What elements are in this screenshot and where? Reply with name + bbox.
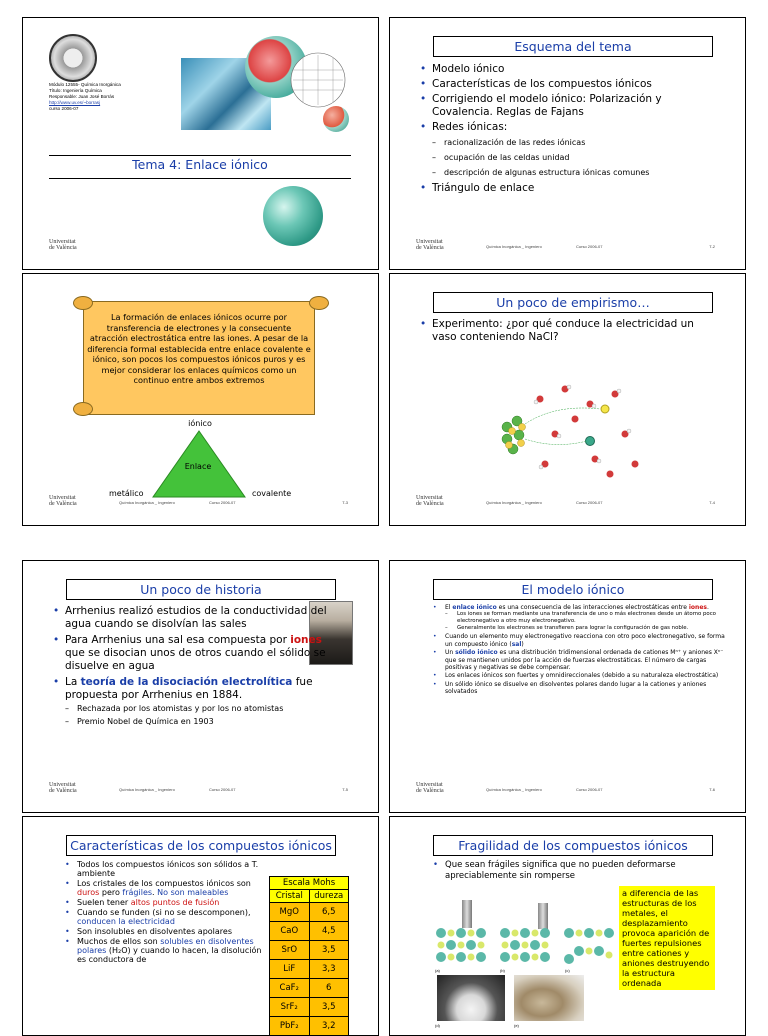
mohs-table-title: Escala Mohs: [270, 877, 349, 890]
footer-date: Curso 2006-07: [576, 244, 603, 249]
history-subitem: – Rechazada por los atomistas y por los no atomistas: [65, 704, 335, 715]
mohs-cell: MgO: [270, 903, 310, 922]
mohs-header-crystal: Cristal: [270, 890, 310, 903]
ionic-model-item: • Cuando un elemento muy electronegativo reacciona con otro poco electronegativo, se forma un compuesto iónico (sal): [433, 633, 733, 648]
degree-text: Título: Ingeniería Química: [49, 88, 102, 93]
ionic-model-list: [433, 604, 733, 696]
lattice-diagram: [278, 50, 358, 110]
outline-item: • Características de los compuestos iónicos: [420, 78, 720, 91]
outline-item: • Triángulo de enlace: [420, 182, 720, 195]
ionic-model-item: • Los enlaces iónicos son fuertes y omnidireccionales (debido a su naturaleza electrostática): [433, 672, 733, 679]
page-number: T-3: [342, 500, 348, 505]
course-text: curso 2006-07: [49, 106, 79, 111]
lattice-shift-diagram: [435, 925, 615, 965]
slide3-footer: [49, 495, 348, 511]
mohs-cell: 3,3: [309, 960, 349, 979]
history-item: • La teoría de la disociación electrolítica fue propuesta por Arrhenius en 1884. – Rechazada por los atomistas y por los no atomistas – Premio Nobel de Química en 1903: [53, 676, 335, 727]
university-logo: Universitat de València: [416, 239, 444, 251]
crystal-photo-d: [437, 975, 505, 1021]
history-list: [53, 605, 335, 727]
outline-subitem: – racionalización de las redes iónicas: [432, 135, 720, 150]
footer-date: Curso 2006-07: [209, 787, 236, 792]
property-item: • Cuando se funden (si no se descomponen), conducen la electricidad: [65, 908, 265, 926]
mohs-cell: 6: [309, 979, 349, 998]
scroll-curl-bottom: [73, 402, 93, 416]
responsible-text: Responsable: Juan José Borrás: [49, 94, 115, 99]
slide5-title: Un poco de historia: [66, 579, 336, 600]
caption-d: (d): [435, 1023, 440, 1028]
mohs-cell: CaF₂: [270, 979, 310, 998]
title-line-bottom: [49, 178, 351, 179]
page-number: T-6: [709, 787, 715, 792]
slide1-footer: [49, 239, 348, 255]
property-item: • Son insolubles en disolventes apolares: [65, 927, 265, 936]
slide4-list: [420, 318, 720, 344]
footer-course: Química Inorgánica _ Ingeniero: [486, 244, 542, 249]
slide-3: [22, 273, 379, 526]
property-item: • Muchos de ellos son solubles en disolventes polares (H₂O) y cuando lo hacen, la disolución es conductora de: [65, 937, 265, 964]
title-line-top: [49, 155, 351, 156]
slide7-title: Características de los compuestos iónicos: [66, 835, 336, 856]
slide-5: [22, 560, 379, 813]
slide1-info: [49, 82, 184, 112]
ion-cluster-image: [263, 186, 323, 246]
slide-1: [22, 17, 379, 270]
module-text: Módulo 12555- Química Inorgánica: [49, 82, 121, 87]
label-covalente: covalente: [252, 489, 292, 498]
mohs-cell: 3,2: [309, 1017, 349, 1036]
scroll-curl-left: [73, 296, 93, 310]
experiment-item: • Experimento: ¿por qué conduce la electricidad un vaso conteniendo NaCl?: [420, 318, 720, 344]
slide2-footer: [416, 239, 715, 255]
scroll-curl-right: [309, 296, 329, 310]
ionic-model-item: • El enlace iónico es una consecuencia de las interacciones electrostáticas entre iones. – Los iones se forman mediante una transferencia de uno o más electrones desde un átomo poco electronegativo a otro muy electronegativo. – Generalmente los electrones se transfieren para lograr la configuración de gas noble.: [433, 604, 733, 632]
slide-7: [22, 816, 379, 1036]
slide2-title: Esquema del tema: [433, 36, 713, 57]
footer-course: Química Inorgánica _ Ingeniero: [486, 500, 542, 505]
mohs-cell: CaO: [270, 922, 310, 941]
slide8-list: [433, 860, 723, 882]
slide-6: [389, 560, 746, 813]
small-cluster: [323, 106, 349, 132]
label-enlace: Enlace: [184, 462, 212, 471]
slide4-footer: [416, 495, 715, 511]
mohs-cell: 6,5: [309, 903, 349, 922]
outline-item: • Corrigiendo el modelo iónico: Polarización y Covalencia. Reglas de Fajans: [420, 93, 720, 119]
property-item: • Los cristales de los compuestos iónicos son duros pero frágiles. No son maleables: [65, 879, 265, 897]
outline-subitem: – ocupación de las celdas unidad: [432, 150, 720, 165]
university-logo: Universitat de València: [416, 495, 444, 507]
caption-a: (a): [435, 968, 440, 973]
hammer-illustration-a: [462, 900, 472, 928]
mohs-cell: 3,5: [309, 941, 349, 960]
university-logo: Universitat de València: [49, 495, 77, 507]
caption-c: (c): [565, 968, 570, 973]
university-logo: Universitat de València: [49, 782, 77, 794]
caption-e: (e): [514, 1023, 519, 1028]
footer-date: Curso 2006-07: [576, 787, 603, 792]
outline-item: • Modelo iónico: [420, 63, 720, 76]
ionic-model-subitem: – Los iones se forman mediante una transferencia de uno o más electrones desde un átomo poco electronegativo a otro muy electronegativo.: [445, 611, 733, 625]
history-subitem: – Premio Nobel de Química en 1903: [65, 717, 335, 728]
label-ionico: iónico: [188, 419, 212, 428]
footer-course: Química Inorgánica _ Ingeniero: [486, 787, 542, 792]
slide6-title: El modelo iónico: [433, 579, 713, 600]
url-link[interactable]: http://www.uv.es/~borrasj: [49, 100, 101, 105]
mohs-cell: SrF₂: [270, 998, 310, 1017]
brittleness-note: a diferencia de las estructuras de los metales, el desplazamiento provoca aparición de fuertes repulsiones entre cationes y aniones destruyendo la estructura ordenada: [619, 886, 715, 990]
footer-date: Curso 2006-07: [209, 500, 236, 505]
mohs-cell: PbF₂: [270, 1017, 310, 1036]
crystal-photo-e: [514, 975, 584, 1021]
university-logo: Universitat de València: [49, 239, 77, 251]
ionic-model-item: • Un sólido iónico es una distribución tridimensional ordenada de cationes Mⁿ⁺ y aniones Xⁿ⁻ que se mantienen unidos por la acción de fuerzas electrostáticas. El número de cargas positivas y negativas se debe compensar.: [433, 649, 733, 671]
slide4-title: Un poco de empirismo…: [433, 292, 713, 313]
footer-date: Curso 2006-07: [576, 500, 603, 505]
label-metalico: metálico: [109, 489, 144, 498]
mohs-cell: SrO: [270, 941, 310, 960]
mohs-cell: LiF: [270, 960, 310, 979]
ionic-model-subitem: – Generalmente los electrones se transfieren para lograr la configuración de gas noble.: [445, 625, 733, 632]
history-item: • Para Arrhenius una sal esa compuesta por iones que se disocian unos de otros cuando el sólido se disuelve en agua: [53, 634, 335, 673]
property-item: • Todos los compuestos iónicos son sólidos a T. ambiente: [65, 860, 265, 878]
nacl-dissolution-diagram: [495, 379, 645, 479]
properties-list: [65, 860, 265, 964]
footer-course: Química Inorgánica _ Ingeniero: [119, 500, 175, 505]
slide-8: [389, 816, 746, 1036]
slide-4: [389, 273, 746, 526]
slide6-footer: [416, 782, 715, 798]
property-item: • Suelen tener altos puntos de fusión: [65, 898, 265, 907]
caption-b: (b): [500, 968, 505, 973]
ionic-model-item: • Un sólido iónico se disuelve en disolventes polares dando lugar a la cationes y aniones solvatados: [433, 681, 733, 696]
mohs-table: [269, 876, 349, 1036]
scroll-text: La formación de enlaces iónicos ocurre por transferencia de electrones y la consecuente atracción electrostática entre las iones. A pesar de la diferencia formal establecida entre enlace covalente e iónico, son pocos los compuestos iónicos puros y es mejor considerar los enlaces químicos como un continuo entre ambos extremos: [87, 312, 311, 385]
slide8-title: Fragilidad de los compuestos iónicos: [433, 835, 713, 856]
page-number: T-4: [709, 500, 715, 505]
university-crest-icon: [49, 34, 97, 82]
outline-item: • Redes iónicas: – racionalización de las redes iónicas – ocupación de las celdas unidad – descripción de algunas estructura iónicas comunes: [420, 121, 720, 180]
history-item: • Arrhenius realizó estudios de la conductividad del agua cuando se disolvían las sales: [53, 605, 335, 631]
mohs-cell: 3,5: [309, 998, 349, 1017]
footer-course: Química Inorgánica _ Ingeniero: [119, 787, 175, 792]
mohs-header-hardness: dureza: [309, 890, 349, 903]
mohs-cell: 4,5: [309, 922, 349, 941]
page-number: T-5: [342, 787, 348, 792]
outline-list: [420, 63, 720, 195]
brittleness-item: • Que sean frágiles significa que no pueden deformarse apreciablemente sin romperse: [433, 860, 723, 882]
slide-2: [389, 17, 746, 270]
university-logo: Universitat de València: [416, 782, 444, 794]
outline-subitem: – descripción de algunas estructura iónicas comunes: [432, 165, 720, 180]
page-number: T-2: [709, 244, 715, 249]
slide1-title: Tema 4: Enlace iónico: [132, 157, 268, 172]
slide5-footer: [49, 782, 348, 798]
